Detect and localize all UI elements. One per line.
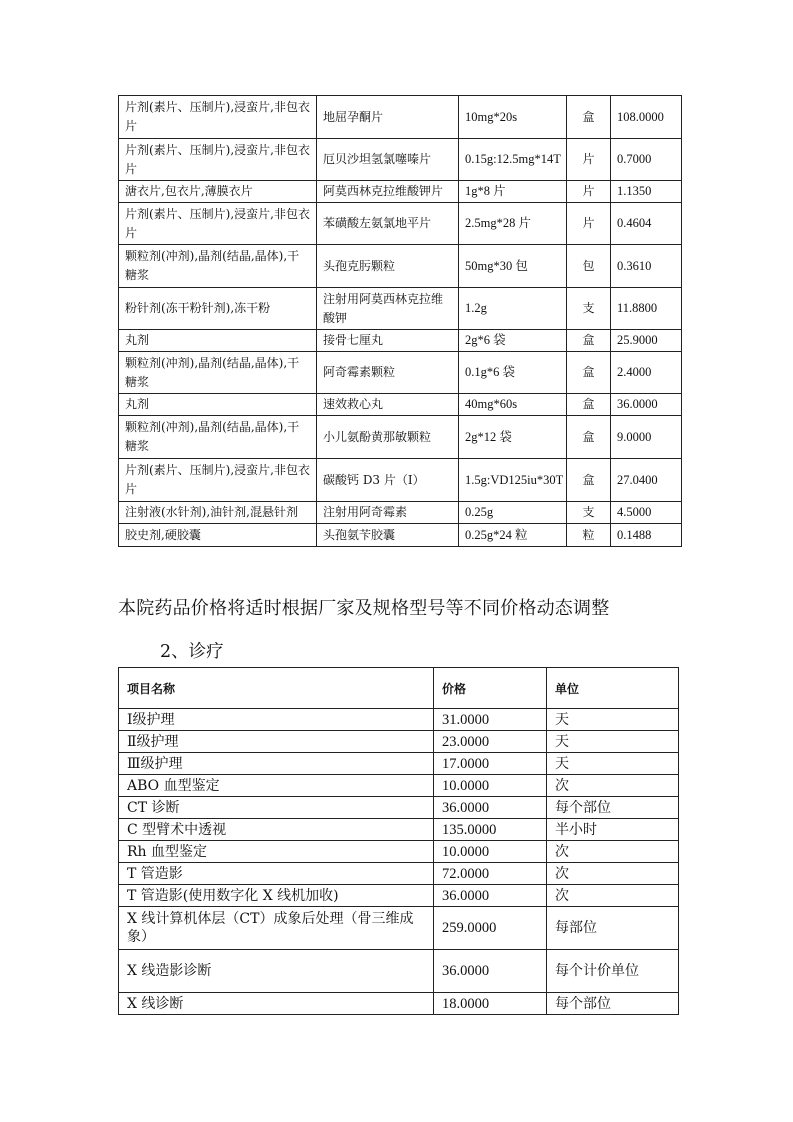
drug-spec: 10mg*20s — [459, 96, 567, 139]
clinic-unit: 次 — [547, 863, 679, 885]
drug-spec: 0.15g:12.5mg*14T — [459, 139, 567, 181]
drug-form: 粉针剂(冻干粉针剂),冻干粉 — [119, 288, 317, 330]
clinic-item-name: ABO 血型鉴定 — [119, 775, 434, 797]
drug-row — [119, 181, 682, 203]
clinic-item-name: X 线计算机体层（CT）成象后处理（骨三维成象） — [119, 907, 434, 950]
drug-price: 2.4000 — [611, 352, 682, 394]
drug-name: 注射用阿莫西林克拉维酸钾 — [317, 288, 459, 330]
drug-spec: 40mg*60s — [459, 394, 567, 416]
drug-price: 0.1488 — [611, 524, 682, 547]
clinic-unit: 每个计价单位 — [547, 950, 679, 993]
clinic-price: 17.0000 — [434, 753, 547, 775]
clinic-price: 18.0000 — [434, 993, 547, 1015]
clinic-item-name: CT 诊断 — [119, 797, 434, 819]
drug-unit: 盒 — [567, 459, 611, 502]
clinic-unit: 每个部位 — [547, 993, 679, 1015]
drug-unit: 盒 — [567, 352, 611, 394]
drug-row — [119, 330, 682, 352]
clinic-item-name: T 管造影 — [119, 863, 434, 885]
drug-form: 片剂(素片、压制片),浸蛮片,非包衣片 — [119, 139, 317, 181]
drug-unit: 片 — [567, 139, 611, 181]
clinic-price: 10.0000 — [434, 775, 547, 797]
clinic-price: 259.0000 — [434, 907, 547, 950]
clinic-unit: 天 — [547, 709, 679, 731]
drug-unit: 片 — [567, 203, 611, 245]
drug-price-table — [118, 95, 682, 547]
drug-unit: 盒 — [567, 394, 611, 416]
clinic-unit: 天 — [547, 753, 679, 775]
drug-row — [119, 96, 682, 139]
drug-price: 27.0400 — [611, 459, 682, 502]
drug-form: 片剂(素片、压制片),浸蛮片,非包衣片 — [119, 96, 317, 139]
drug-spec: 0.25g — [459, 502, 567, 524]
drug-price: 4.5000 — [611, 502, 682, 524]
drug-unit: 盒 — [567, 96, 611, 139]
drug-price: 108.0000 — [611, 96, 682, 139]
clinic-item-name: T 管造影(使用数字化 X 线机加收) — [119, 885, 434, 907]
clinic-row — [119, 863, 679, 885]
clinic-price: 36.0000 — [434, 950, 547, 993]
drug-price: 0.4604 — [611, 203, 682, 245]
drug-spec: 1.5g:VD125iu*30T — [459, 459, 567, 502]
drug-row — [119, 352, 682, 394]
drug-unit: 盒 — [567, 330, 611, 352]
drug-row — [119, 245, 682, 288]
clinic-price: 10.0000 — [434, 841, 547, 863]
clinic-item-name: X 线造影诊断 — [119, 950, 434, 993]
drug-form: 溏衣片,包衣片,薄膜衣片 — [119, 181, 317, 203]
drug-spec: 2.5mg*28 片 — [459, 203, 567, 245]
clinic-row — [119, 993, 679, 1015]
drug-form: 注射液(水针剂),油针剂,混悬针剂 — [119, 502, 317, 524]
drug-price: 0.3610 — [611, 245, 682, 288]
drug-form: 丸剂 — [119, 394, 317, 416]
drug-row — [119, 394, 682, 416]
clinic-item-name: Ⅲ级护理 — [119, 753, 434, 775]
clinic-unit: 天 — [547, 731, 679, 753]
clinic-row — [119, 775, 679, 797]
drug-name: 厄贝沙坦氢氯噻嗪片 — [317, 139, 459, 181]
drug-row — [119, 139, 682, 181]
drug-unit: 粒 — [567, 524, 611, 547]
drug-price: 25.9000 — [611, 330, 682, 352]
drug-row — [119, 459, 682, 502]
drug-form: 颗粒剂(冲剂),晶剂(结晶,晶体),干糖浆 — [119, 416, 317, 459]
drug-price: 11.8800 — [611, 288, 682, 330]
drug-name: 头孢克肟颗粒 — [317, 245, 459, 288]
drug-name: 阿莫西林克拉维酸钾片 — [317, 181, 459, 203]
drug-name: 阿奇霉素颗粒 — [317, 352, 459, 394]
drug-form: 颗粒剂(冲剂),晶剂(结晶,晶体),干糖浆 — [119, 352, 317, 394]
drug-price: 1.1350 — [611, 181, 682, 203]
clinic-item-name: Rh 血型鉴定 — [119, 841, 434, 863]
header-price: 价格 — [434, 668, 547, 709]
drug-form: 片剂(素片、压制片),浸蛮片,非包衣片 — [119, 459, 317, 502]
clinic-item-name: Ⅰ级护理 — [119, 709, 434, 731]
header-item-name: 项目名称 — [119, 668, 434, 709]
drug-row — [119, 416, 682, 459]
clinic-item-name: Ⅱ级护理 — [119, 731, 434, 753]
clinic-unit: 次 — [547, 775, 679, 797]
clinic-price: 31.0000 — [434, 709, 547, 731]
clinic-unit: 次 — [547, 885, 679, 907]
drug-name: 地屈孕酮片 — [317, 96, 459, 139]
clinic-row — [119, 709, 679, 731]
drug-unit: 支 — [567, 502, 611, 524]
clinic-price: 23.0000 — [434, 731, 547, 753]
clinic-row — [119, 841, 679, 863]
clinic-price: 72.0000 — [434, 863, 547, 885]
clinic-header-row — [119, 668, 679, 709]
drug-row — [119, 203, 682, 245]
drug-price: 36.0000 — [611, 394, 682, 416]
drug-spec: 2g*6 袋 — [459, 330, 567, 352]
drug-unit: 盒 — [567, 416, 611, 459]
drug-unit: 包 — [567, 245, 611, 288]
drug-row — [119, 502, 682, 524]
clinic-row — [119, 797, 679, 819]
clinic-price: 36.0000 — [434, 797, 547, 819]
clinic-item-name: C 型臂术中透视 — [119, 819, 434, 841]
clinic-unit: 每部位 — [547, 907, 679, 950]
drug-name: 注射用阿奇霉素 — [317, 502, 459, 524]
drug-form: 丸剂 — [119, 330, 317, 352]
section-heading: 2、诊疗 — [160, 642, 224, 662]
clinic-row — [119, 950, 679, 993]
clinic-unit: 每个部位 — [547, 797, 679, 819]
drug-name: 碳酸钙 D3 片（I） — [317, 459, 459, 502]
drug-spec: 1.2g — [459, 288, 567, 330]
clinic-row — [119, 819, 679, 841]
drug-spec: 1g*8 片 — [459, 181, 567, 203]
clinic-item-name: X 线诊断 — [119, 993, 434, 1015]
drug-spec: 0.1g*6 袋 — [459, 352, 567, 394]
price-adjustment-note: 本院药品价格将适时根据厂家及规格型号等不同价格动态调整 — [118, 598, 610, 619]
clinic-unit: 次 — [547, 841, 679, 863]
drug-unit: 片 — [567, 181, 611, 203]
drug-name: 速效救心丸 — [317, 394, 459, 416]
clinic-price-table — [118, 667, 679, 1015]
header-unit: 单位 — [547, 668, 679, 709]
drug-row — [119, 288, 682, 330]
drug-spec: 50mg*30 包 — [459, 245, 567, 288]
drug-row — [119, 524, 682, 547]
drug-name: 头孢氨苄胶囊 — [317, 524, 459, 547]
drug-price: 0.7000 — [611, 139, 682, 181]
clinic-row — [119, 731, 679, 753]
drug-name: 小儿氨酚黄那敏颗粒 — [317, 416, 459, 459]
drug-name: 接骨七厘丸 — [317, 330, 459, 352]
drug-spec: 0.25g*24 粒 — [459, 524, 567, 547]
clinic-unit: 半小时 — [547, 819, 679, 841]
drug-spec: 2g*12 袋 — [459, 416, 567, 459]
clinic-row — [119, 753, 679, 775]
drug-form: 胶史剂,硬胶囊 — [119, 524, 317, 547]
clinic-price: 135.0000 — [434, 819, 547, 841]
drug-price: 9.0000 — [611, 416, 682, 459]
drug-name: 苯磺酸左氨氯地平片 — [317, 203, 459, 245]
clinic-row — [119, 885, 679, 907]
drug-form: 片剂(素片、压制片),浸蛮片,非包衣片 — [119, 203, 317, 245]
drug-unit: 支 — [567, 288, 611, 330]
clinic-row — [119, 907, 679, 950]
drug-form: 颗粒剂(冲剂),晶剂(结晶,晶体),干糖浆 — [119, 245, 317, 288]
clinic-price: 36.0000 — [434, 885, 547, 907]
